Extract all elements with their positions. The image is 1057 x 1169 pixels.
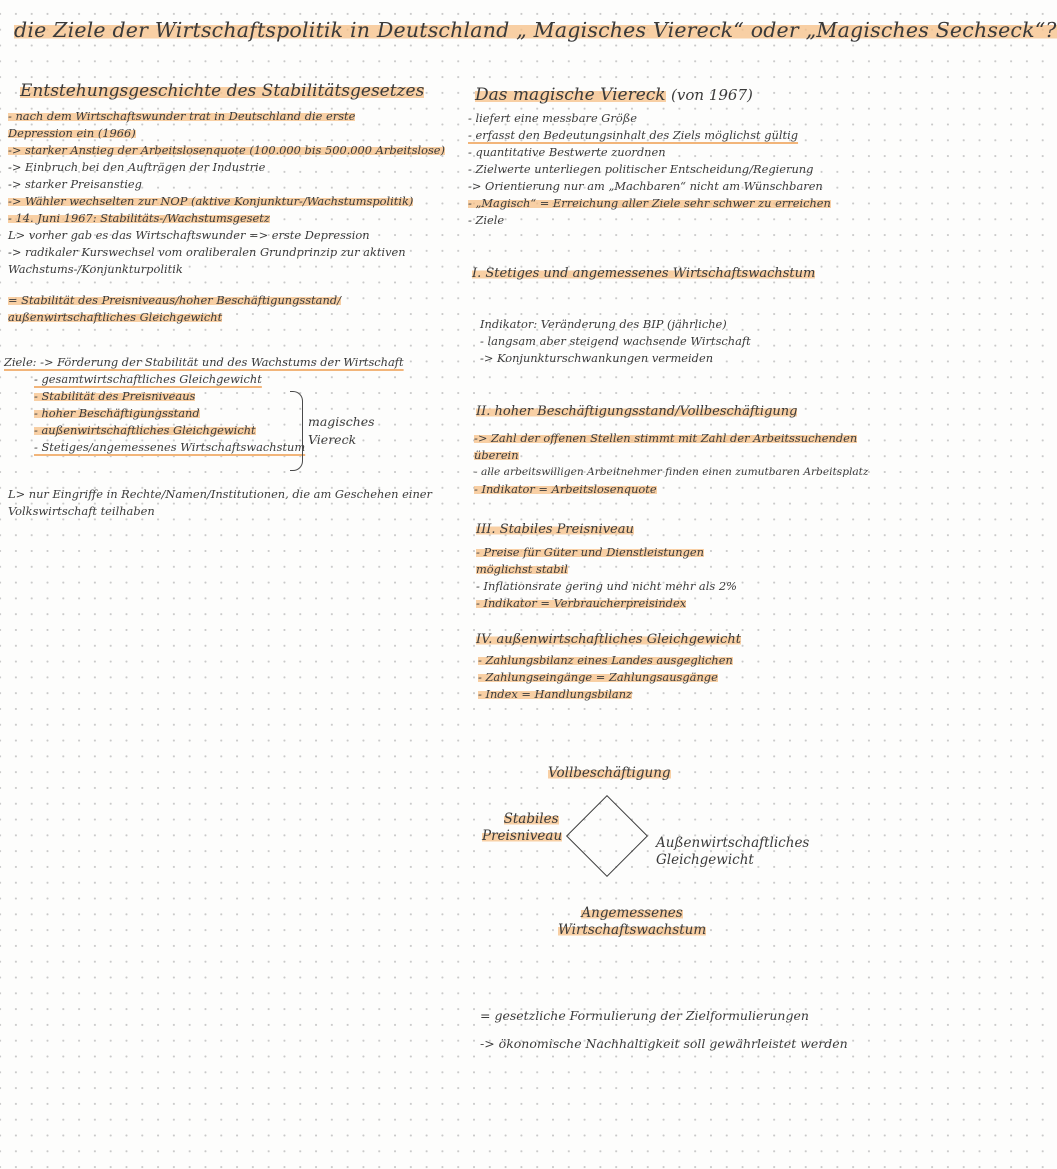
note-line: - Inflationsrate gering und nicht mehr als 2%	[476, 579, 737, 593]
goal-4-notes	[478, 652, 733, 703]
goal-item: - Stetiges/angemessenes Wirtschaftswachstum	[34, 440, 306, 454]
note-line: -> starker Preisanstieg	[8, 177, 142, 191]
note-line: -> Einbruch bei den Aufträgen der Industrie	[8, 160, 266, 174]
note-line: -> Zahl der offenen Stellen stimmt mit Zahl der Arbeitssuchenden	[474, 431, 858, 445]
goal-1-notes	[480, 316, 751, 367]
magic-label-line-1: magisches	[308, 414, 375, 429]
diagram-right-line-2: Gleichgewicht	[656, 852, 754, 868]
note-line: Depression ein (1966)	[8, 126, 136, 140]
goal-2-notes	[474, 430, 869, 498]
conclusion-line: = gesetzliche Formulierung der Zielformulierungen	[480, 1008, 809, 1023]
diagram-right-line-1: Außenwirtschaftliches	[656, 835, 810, 851]
right-section-heading: Das magische Viereck (von 1967)	[475, 85, 753, 105]
note-line: Wachstums-/Konjunkturpolitik	[8, 262, 183, 276]
goal-1-title: I. Stetiges und angemessenes Wirtschaftswachstum	[472, 266, 816, 281]
note-line: - nach dem Wirtschaftswunder trat in Deutschland die erste	[8, 109, 356, 123]
note-line: - 14. Juni 1967: Stabilitäts-/Wachstumsgesetz	[8, 211, 270, 225]
goals-line: Ziele: -> Förderung der Stabilität und des Wachstums der Wirtschaft	[4, 355, 404, 369]
note-line: -> Wähler wechselten zur NOP (aktive Konjunktur-/Wachstumspolitik)	[8, 194, 414, 208]
diagram-bottom-label: Angemessenes Wirtschaftswachstum	[558, 905, 707, 938]
conclusion-line: -> ökonomische Nachhaltigkeit soll gewährleistet werden	[480, 1036, 848, 1051]
heading-year: (von 1967)	[671, 86, 753, 104]
note-line: - Indikator = Arbeitslosenquote	[474, 482, 657, 496]
note-line: -> Orientierung nur am „Machbaren“ nicht am Wünschbaren	[468, 179, 823, 193]
magic-square-notes	[468, 110, 831, 229]
note-line: - Indikator = Verbraucherpreisindex	[476, 596, 687, 610]
note-line: - Zielwerte unterliegen politischer Entscheidung/Regierung	[468, 162, 814, 176]
magic-square-diagram	[470, 755, 810, 955]
page-title: die Ziele der Wirtschaftspolitik in Deutschland „ Magisches Viereck“ oder „Magisches Sechseck“?	[14, 18, 1057, 42]
note-line: - erfasst den Bedeutungsinhalt des Ziels möglichst gültig	[468, 128, 799, 142]
note-line: überein	[474, 448, 519, 462]
note-line: außenwirtschaftliches Gleichgewicht	[8, 310, 223, 324]
note-line: = Stabilität des Preisniveaus/hoher Beschäftigungsstand/	[8, 293, 341, 307]
restriction-line: Volkswirtschaft teilhaben	[8, 504, 155, 518]
goals-list	[34, 371, 444, 456]
goal-item: - hoher Beschäftigungsstand	[34, 406, 200, 420]
goal-3-notes	[476, 544, 737, 612]
magic-label-line-2: Viereck	[308, 432, 357, 447]
note-line: - Preise für Güter und Dienstleistungen	[476, 545, 704, 559]
note-line: - Zahlungsbilanz eines Landes ausgeglichen	[478, 653, 733, 667]
left-section-heading: Entstehungsgeschichte des Stabilitätsgesetzes	[20, 81, 425, 101]
conclusion-notes	[480, 1002, 848, 1058]
note-line: -> radikaler Kurswechsel vom oraliberalen Grundprinzip zur aktiven	[8, 245, 406, 259]
note-line: - alle arbeitswilligen Arbeitnehmer finden einen zumutbaren Arbeitsplatz	[474, 466, 869, 478]
restriction-line: L> nur Eingriffe in Rechte/Namen/Institutionen, die am Geschehen einer	[8, 487, 432, 501]
note-line: - liefert eine messbare Größe	[468, 111, 638, 125]
note-line: Indikator: Veränderung des BIP (jährliche)	[480, 317, 727, 331]
goal-4-title: IV. außenwirtschaftliches Gleichgewicht	[476, 632, 741, 647]
note-line: -> Konjunkturschwankungen vermeiden	[480, 351, 714, 365]
note-line: L> vorher gab es das Wirtschaftswunder => erste Depression	[8, 228, 370, 242]
history-notes	[8, 108, 445, 326]
note-line: -> starker Anstieg der Arbeitslosenquote (100.000 bis 500.000 Arbeitslose)	[8, 143, 445, 157]
diamond-shape	[566, 795, 648, 877]
note-line: - quantitative Bestwerte zuordnen	[468, 145, 666, 159]
note-line: - Index = Handlungsbilanz	[478, 687, 633, 701]
note-line: - „Magisch“ = Erreichung aller Ziele sehr schwer zu erreichen	[468, 196, 831, 210]
goal-item: - außenwirtschaftliches Gleichgewicht	[34, 423, 256, 437]
goal-3-title: III. Stabiles Preisniveau	[476, 522, 634, 537]
goal-item: - Stabilität des Preisniveaus	[34, 389, 196, 403]
diagram-right-label	[656, 835, 809, 869]
goal-item: - gesamtwirtschaftliches Gleichgewicht	[34, 372, 262, 386]
goals-block	[4, 354, 444, 456]
note-line: möglichst stabil	[476, 562, 568, 576]
note-line: - Ziele	[468, 213, 505, 227]
magic-square-label	[308, 413, 375, 449]
note-line: - langsam aber steigend wachsende Wirtschaft	[480, 334, 751, 348]
diagram-top-label: Vollbeschäftigung	[548, 765, 671, 781]
goal-2-title: II. hoher Beschäftigungsstand/Vollbeschäftigung	[476, 404, 798, 419]
restriction-note	[8, 486, 438, 520]
diagram-left-label: Stabiles Preisniveau	[482, 811, 563, 844]
note-line: - Zahlungseingänge = Zahlungsausgänge	[478, 670, 718, 684]
magic-bracket	[290, 391, 303, 471]
